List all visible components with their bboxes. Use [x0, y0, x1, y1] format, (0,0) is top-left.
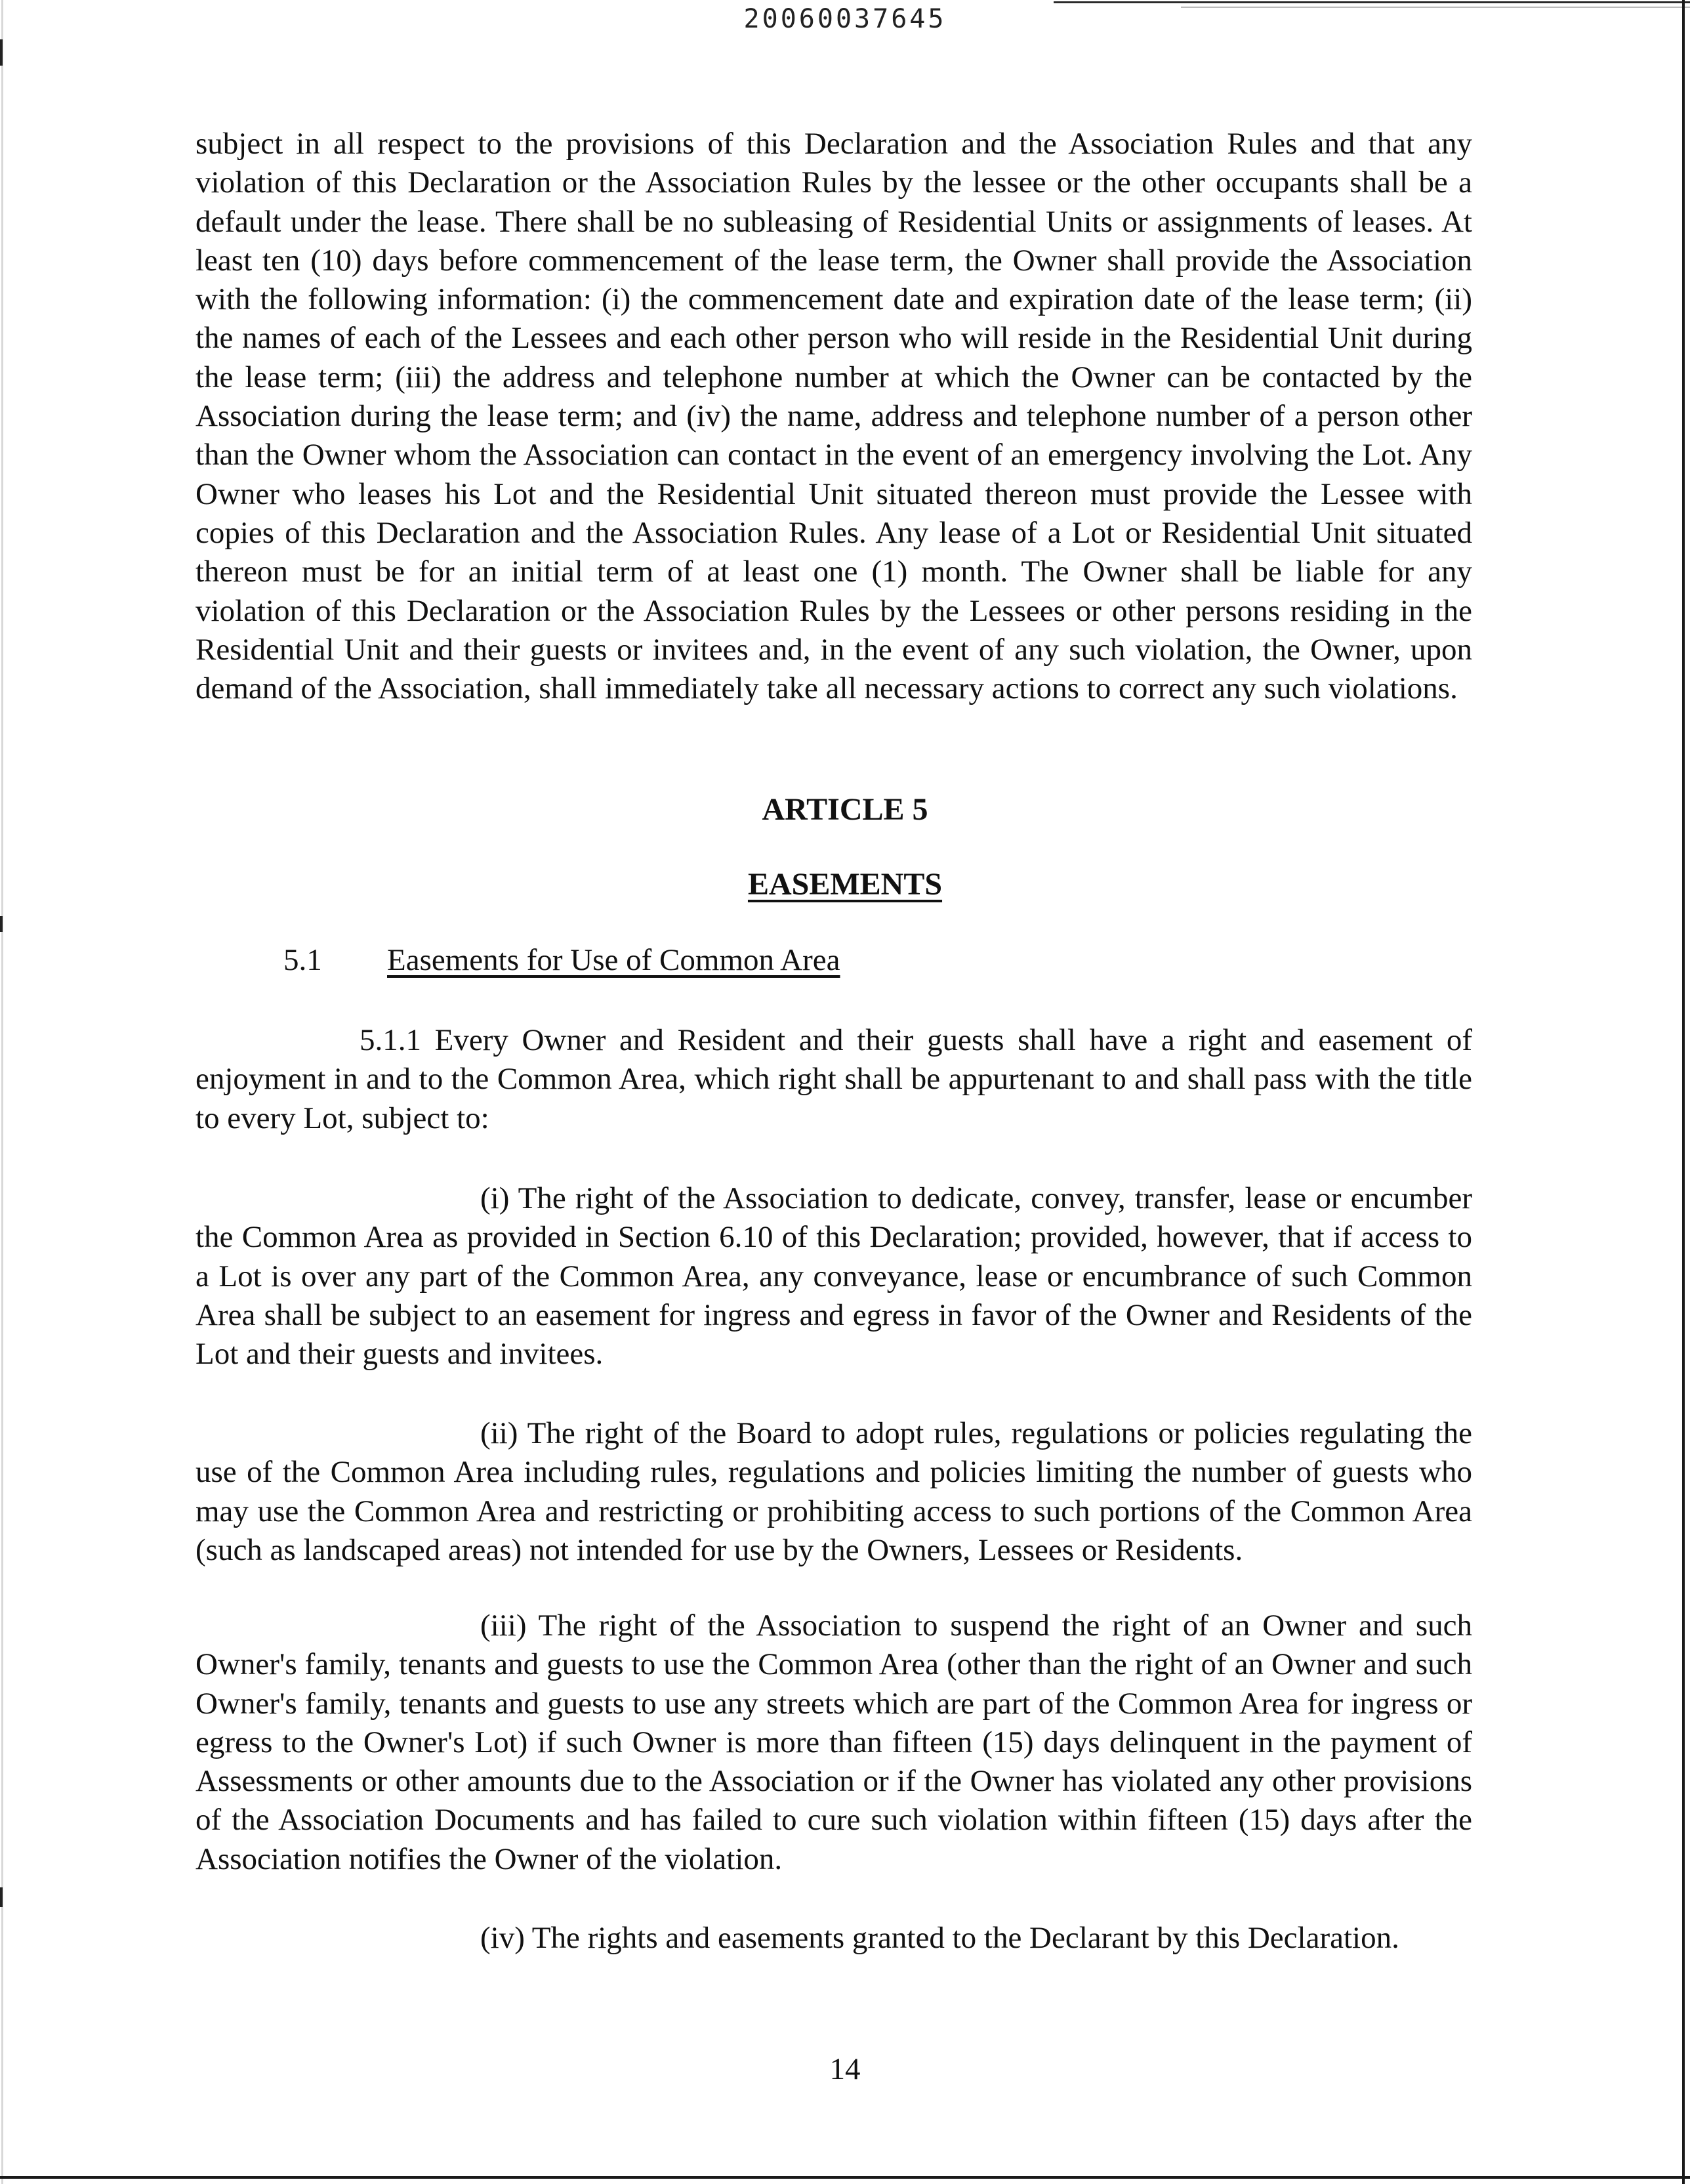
scan-top-rule — [1054, 1, 1690, 3]
article-heading: ARTICLE 5 — [762, 792, 928, 827]
clause-iv: (iv) The rights and easements granted to the Declarant by this Declaration. — [480, 1921, 1399, 1955]
scan-bottom-rule — [0, 2176, 1690, 2179]
scan-edge-mark — [0, 1887, 3, 1907]
clause-i: (i) The right of the Association to dedicate, convey, transfer, lease or encumber the Common Area as provided in Section 6.10 of this Declaration; provided, however, that if access to a Lot is over any part of the Common Area, any conveyance, lease or encumbrance of such Common Area shall be subject to an easement for ingress and egress in favor of the Owner and Residents of the Lot and their guests and invitees. — [196, 1181, 1472, 1372]
section-title: Easements for Use of Common Area — [387, 943, 840, 977]
section-heading — [283, 942, 840, 978]
document-number: 20060037645 — [743, 4, 947, 34]
page-number: 14 — [829, 2052, 861, 2086]
clause-ii: (ii) The right of the Board to adopt rules, regulations or policies regulating the use of the Common Area including rules, regulations and policies limiting the number of guests who may use the Common Area and restricting or prohibiting access to such portions of the Common Area (such as landscaped areas) not intended for use by the Owners, Lessees or Residents. — [196, 1416, 1472, 1567]
lease-paragraph: subject in all respect to the provisions of this Declaration and the Association Rules and that any violation of this Declaration or the Association Rules by the lessee or the other occupants shall be a default under the lease. There shall be no subleasing of Residential Units or assignments of leases. At least ten (10) days before commencement of the lease term, the Owner shall provide the Association with the following information: (i) the commencement date and expiration date of the lease term; (ii) the names of each of the Lessees and each other person who will reside in the Residential Unit during the lease term; (iii) the address and telephone number at which the Owner can be contacted by the Association during the lease term; and (iv) the name, address and telephone number of a person other than the Owner whom the Association can contact in the event of an emergency involving the Lot. Any Owner who leases his Lot and the Residential Unit situated thereon must provide the Lessee with copies of this Declaration and the Association Rules. Any lease of a Lot or Residential Unit situated thereon must be for an initial term of at least one (1) month. The Owner shall be liable for any violation of this Declaration or the Association Rules by the Lessees or other persons residing in the Residential Unit and their guests or invitees and, in the event of any such violation, the Owner, upon demand of the Association, shall immediately take all necessary actions to correct any such violations. — [196, 127, 1472, 706]
section-number: 5.1 — [283, 943, 322, 977]
article-title: EASEMENTS — [747, 867, 943, 902]
scan-edge-mark — [0, 39, 3, 66]
scan-edge-mark — [0, 916, 3, 932]
subsection-5-1-1: 5.1.1 Every Owner and Resident and their guests shall have a right and easement of enjoyment in and to the Common Area, which right shall be appurtenant to and shall pass with the title to every Lot, subject to: — [196, 1023, 1472, 1135]
scan-right-edge — [1682, 0, 1685, 2184]
clause-iii: (iii) The right of the Association to suspend the right of an Owner and such Owner's family, tenants and guests to use the Common Area (other than the right of an Owner and such Owner's family, tenants and guests to use any streets which are part of the Common Area for ingress or egress to the Owner's Lot) if such Owner is more than fifteen (15) days delinquent in the payment of Assessments or other amounts due to the Association or if the Owner has violated any other provisions of the Association Documents and has failed to cure such violation within fifteen (15) days after the Association notifies the Owner of the violation. — [196, 1608, 1472, 1876]
scan-left-edge — [1, 0, 3, 2184]
